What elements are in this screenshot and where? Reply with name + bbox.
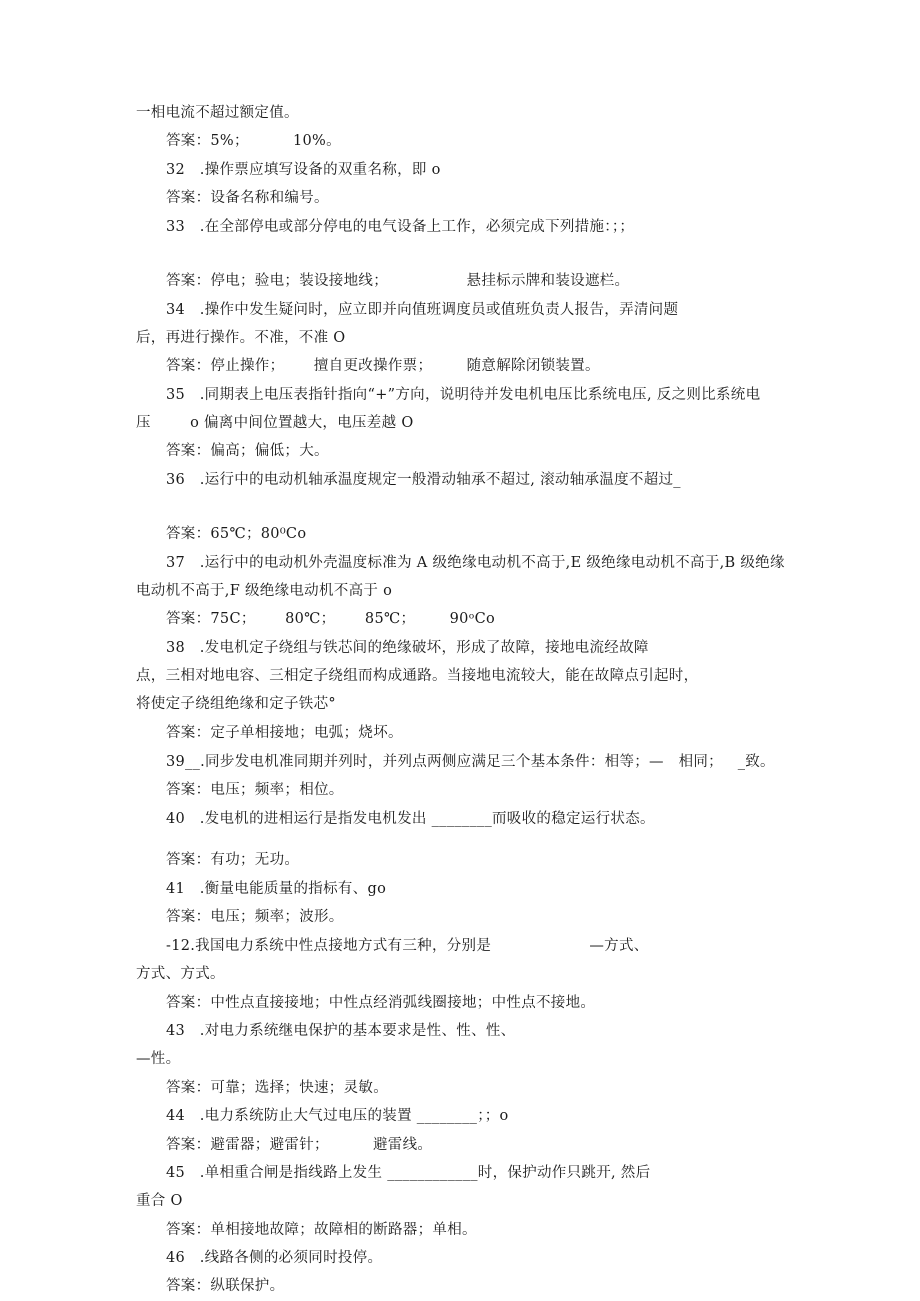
question-line: 41 .衡量电能质量的指标有、go [166,881,387,897]
answer-line: 答案：纵联保护。 [166,1278,285,1294]
question-line: 32 .操作票应填写设备的双重名称，即 o [166,162,441,178]
question-line: 34 .操作中发生疑问时，应立即并向值班调度员或值班负责人报告，弄清问题 [166,302,679,318]
question-line: 44 .电力系统防止大气过电压的装置 ________；；o [166,1108,509,1124]
text-line: 压 o 偏离中间位置越大，电压差越 O [136,415,414,431]
question-line: 45 .单相重合闸是指线路上发生 ____________时，保护动作只跳开, 然后 [166,1165,651,1181]
answer-line: 答案：单相接地故障；故障相的断路器；单相。 [166,1222,477,1238]
answer-line: 答案：停电；验电；装设接地线； 悬挂标示牌和装设遮栏。 [166,273,630,289]
question-line: 43 .对电力系统继电保护的基本要求是性、性、性、 [166,1023,516,1039]
answer-line: 答案：有功；无功。 [166,852,300,868]
question-line: 35 .同期表上电压表指针指向“+”方向，说明待并发电机电压比系统电压, 反之则比系统电 [166,387,761,403]
text-line: 后，再进行操作。不准，不准 O [136,330,346,346]
question-line: 40 .发电机的进相运行是指发电机发出 ________而吸收的稳定运行状态。 [166,811,655,827]
text-line: 电动机不高于,F 级绝缘电动机不高于 o [136,583,393,599]
answer-line: 答案：避雷器；避雷针； 避雷线。 [166,1137,433,1153]
answer-line: 答案：定子单相接地；电弧；烧坏。 [166,725,403,741]
text-line: 方式、方式。 [136,966,225,982]
answer-line: 答案：偏高；偏低；大。 [166,443,329,459]
question-line: 36 .运行中的电动机轴承温度规定一般滑动轴承不超过, 滚动轴承温度不超过_ [166,472,681,488]
text-line: 点，三相对地电容、三相定子绕组而构成通路。当接地电流较大，能在故障点引起时， [136,668,699,684]
question-line: 33 .在全部停电或部分停电的电气设备上工作，必须完成下列措施：；； [166,219,635,235]
question-line: 37 .运行中的电动机外壳温度标准为 A 级绝缘电动机不高于,E 级绝缘电动机不高于,B 级绝缘 [166,555,785,571]
answer-line: 答案：可靠；选择；快速；灵敏。 [166,1080,388,1096]
question-line: 38 .发电机定子绕组与铁芯间的绝缘破坏，形成了故障，接地电流经故障 [166,640,649,656]
text-line: 重合 O [136,1193,183,1209]
answer-line: 答案：电压；频率；波形。 [166,909,344,925]
answer-line: 答案：75C； 80℃； 85℃； 90ᵒCo [166,611,496,627]
answer-line: 答案：5%； 10%。 [166,133,341,149]
text-line: 将使定子绕组绝缘和定子铁芯° [136,696,336,712]
question-line: 46 .线路各侧的必须同时投停。 [166,1250,383,1266]
answer-line: 答案：停止操作； 擅自更改操作票； 随意解除闭锁装置。 [166,358,600,374]
question-line: 39__.同步发电机准同期并列时，并列点两侧应满足三个基本条件：相等；— 相同； _致。 [166,754,775,770]
answer-line: 答案：设备名称和编号。 [166,190,329,206]
answer-line: 答案：电压；频率；相位。 [166,782,344,798]
text-line: —性。 [136,1051,181,1067]
answer-line: 答案：65℃；80⁰Co [166,526,307,542]
question-line: -12.我国电力系统中性点接地方式有三种，分别是 —方式、 [166,938,649,954]
answer-line: 答案：中性点直接接地；中性点经消弧线圈接地；中性点不接地。 [166,995,596,1011]
text-line: 一相电流不超过额定值。 [136,105,299,121]
